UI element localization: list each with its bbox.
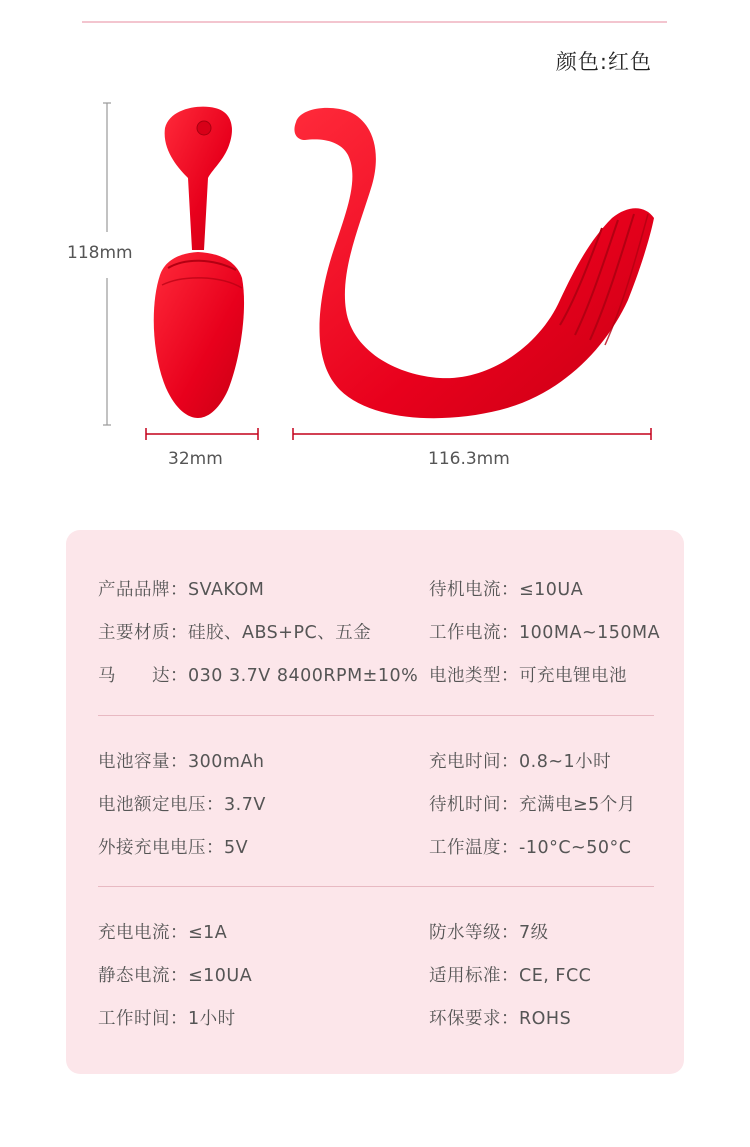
spec-battery-capacity: 电池容量：300mAh [98,752,265,772]
spec-standby-time: 待机时间：充满电≥5个月 [429,795,636,815]
spec-environmental: 环保要求：ROHS [429,1009,572,1029]
spec-charge-voltage: 外接充电电压：5V [98,838,249,858]
spec-charge-current: 充电电流：≤1A [98,923,228,943]
height-dimension-line [103,103,111,425]
spec-working-temperature: 工作温度：-10°C~50°C [429,838,632,858]
spec-material: 主要材质：硅胶、ABS+PC、五金 [98,623,372,643]
spec-divider-2 [98,886,654,887]
spec-motor: 马 达：030 3.7V 8400RPM±10% [98,666,419,686]
product-front-view [154,107,244,418]
spec-panel [66,530,684,1074]
spec-working-current: 工作电流：100MA~150MA [429,623,661,643]
width-small-label: 32mm [168,449,223,469]
product-figure [0,0,750,500]
spec-standards: 适用标准：CE, FCC [429,966,592,986]
spec-brand: 产品品牌：SVAKOM [98,580,265,600]
width-dimension-line-small [146,428,258,440]
spec-standby-current: 待机电流：≤10UA [429,580,584,600]
color-label: 颜色:红色 [555,50,652,74]
product-side-view [294,108,654,418]
spec-divider-1 [98,715,654,716]
spec-waterproof-level: 防水等级：7级 [429,923,549,943]
spec-working-time: 工作时间：1小时 [98,1009,236,1029]
width-large-label: 116.3mm [428,449,510,469]
width-dimension-line-large [293,428,651,440]
spec-static-current: 静态电流：≤10UA [98,966,253,986]
spec-battery-type: 电池类型：可充电锂电池 [429,666,627,686]
spec-charge-time: 充电时间：0.8~1小时 [429,752,612,772]
spec-rated-voltage: 电池额定电压：3.7V [98,795,266,815]
height-label: 118mm [67,243,133,263]
